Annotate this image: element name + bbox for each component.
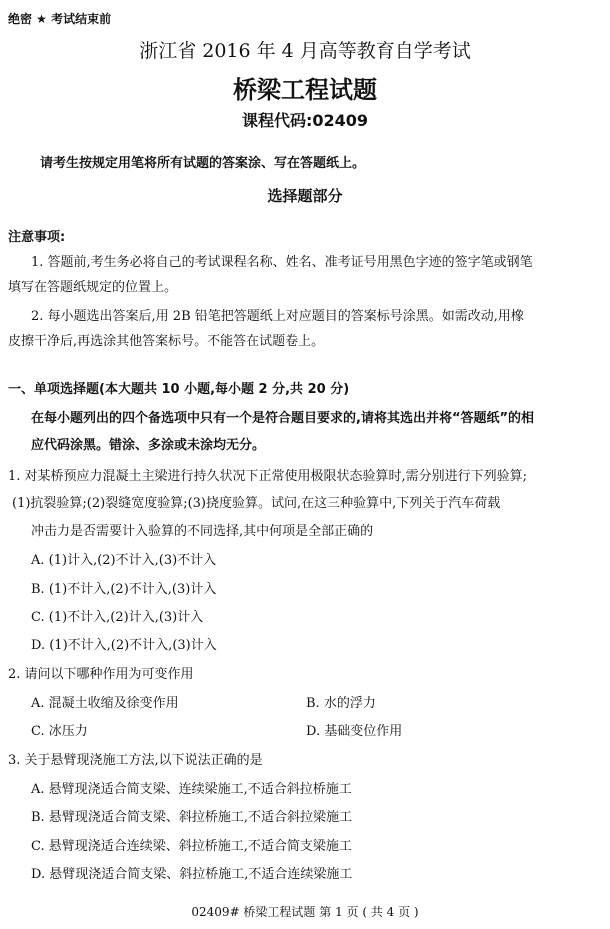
- question-3-option-c: C. 悬臂现浇适合连续梁、斜拉桥施工,不适合简支梁施工: [31, 839, 352, 854]
- question-2-option-b: B. 水的浮力: [306, 696, 376, 711]
- question-3-line1: 3. 关于悬臂现浇施工方法,以下说法正确的是: [8, 753, 263, 768]
- question-1-option-b: B. (1)不计入,(2)不计入,(3)计入: [31, 582, 217, 597]
- notice-item-2-line2: 皮擦干净后,再选涂其他答案标号。不能答在试题卷上。: [8, 334, 325, 349]
- part1-title: 一、单项选择题(本大题共 10 小题,每小题 2 分,共 20 分): [8, 382, 350, 397]
- notice-item-2-line1: 2. 每小题选出答案后,用 2B 铅笔把答题纸上对应题目的答案标号涂黑。如需改动,用橡: [31, 309, 524, 324]
- question-1-line1: 1. 对某桥预应力混凝土主梁进行持久状况下正常使用极限状态验算时,需分别进行下列验算;: [8, 469, 528, 484]
- question-3-option-b: B. 悬臂现浇适合简支梁、斜拉桥施工,不适合斜拉梁施工: [31, 810, 352, 825]
- question-1-line2: (1)抗裂验算;(2)裂缝宽度验算;(3)挠度验算。试问,在这三种验算中,下列关于汽车荷载: [12, 496, 501, 511]
- notice-item-1-line2: 填写在答题纸规定的位置上。: [8, 280, 178, 295]
- page-footer: 02409# 桥梁工程试题 第 1 页 ( 共 4 页 ): [191, 905, 419, 919]
- section-title: 选择题部分: [267, 187, 343, 205]
- question-2-option-a: A. 混凝土收缩及徐变作用: [31, 696, 179, 711]
- question-2-line1: 2. 请问以下哪种作用为可变作用: [8, 667, 194, 682]
- question-3-option-a: A. 悬臂现浇适合简支梁、连续梁施工,不适合斜拉桥施工: [31, 782, 352, 797]
- secret-label: 绝密 ★ 考试结束前: [8, 12, 112, 26]
- exam-title: 浙江省 2016 年 4 月高等教育自学考试: [139, 40, 471, 62]
- subject-title: 桥梁工程试题: [233, 76, 377, 104]
- question-2-option-d: D. 基础变位作用: [306, 724, 403, 739]
- question-1-option-d: D. (1)不计入,(2)不计入,(3)计入: [31, 638, 217, 653]
- instruction: 请考生按规定用笔将所有试题的答案涂、写在答题纸上。: [40, 156, 366, 171]
- question-1-option-a: A. (1)计入,(2)不计入,(3)不计入: [31, 553, 217, 568]
- question-1-line3: 冲击力是否需要计入验算的不同选择,其中何项是全部正确的: [31, 524, 374, 539]
- question-3-option-d: D. 悬臂现浇适合简支梁、斜拉桥施工,不适合连续梁施工: [31, 867, 353, 882]
- notice-title: 注意事项:: [8, 230, 66, 245]
- course-code: 课程代码:02409: [241, 111, 369, 130]
- part1-desc-line2: 应代码涂黑。错涂、多涂或未涂均无分。: [31, 438, 266, 453]
- question-2-option-c: C. 冰压力: [31, 724, 88, 739]
- notice-item-1-line1: 1. 答题前,考生务必将自己的考试课程名称、姓名、准考证号用黑色字迹的签字笔或钢笔: [31, 255, 533, 270]
- question-1-option-c: C. (1)不计入,(2)计入,(3)计入: [31, 610, 204, 625]
- part1-desc-line1: 在每小题列出的四个备选项中只有一个是符合题目要求的,请将其选出并将“答题纸”的相: [31, 411, 535, 426]
